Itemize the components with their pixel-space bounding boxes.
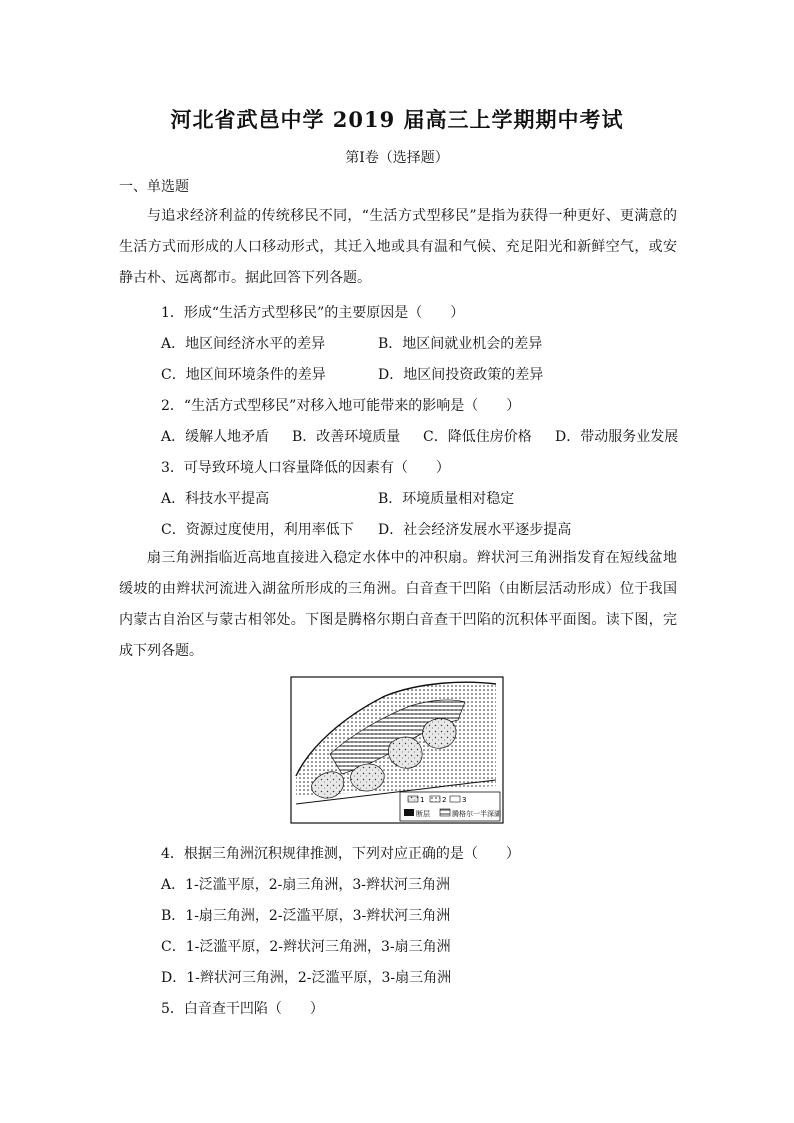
legend-label-3: 3 [462, 796, 467, 804]
legend-label-shore: 腾格尔一半深湖 [452, 810, 501, 818]
question-1-option-c: C．地区间环境条件的差异 [161, 367, 326, 383]
legend-label-1: 1 [420, 796, 425, 804]
section-heading: 一、单选题 [119, 179, 189, 195]
question-3-option-b: B．环境质量相对稳定 [378, 491, 515, 507]
legend-label-2: 2 [442, 796, 447, 804]
question-4-option-b: B．1-扇三角洲，2-泛滥平原，3-辫状河三角洲 [161, 908, 451, 924]
legend-swatch-shore [440, 809, 450, 816]
passage-delta: 扇三角洲指临近高地直接进入稳定水体中的冲积扇。辫状河三角洲指发育在短线盆地缓坡的由辫状河流进入湖盆所形成的三角洲。白音查干凹陷（由断层活动形成）位于我国内蒙古自治区与蒙古相邻处。下图是腾格尔期白音查干凹陷的沉积体平面图。读下图，完成下列各题。 [119, 550, 677, 659]
question-1-option-a: A．地区间经济水平的差异 [161, 336, 326, 352]
delta-lobe-4 [423, 718, 456, 748]
question-2-stem: 2．“生活方式型移民”对移入地可能带来的影响是（ ） [161, 398, 521, 414]
question-2-option-d: D．带动服务业发展 [555, 429, 679, 445]
question-2-option-c: C．降低住房价格 [423, 429, 532, 445]
question-2-option-a: A．缓解人地矛盾 [161, 429, 270, 445]
question-1-option-d: D．地区间投资政策的差异 [378, 367, 544, 383]
question-4-stem: 4．根据三角洲沉积规律推测，下列对应正确的是（ ） [161, 846, 520, 862]
question-3-option-a: A．科技水平提高 [161, 491, 270, 507]
legend-swatch-fault [404, 809, 414, 816]
question-3-option-c: C．资源过度使用，利用率低下 [161, 522, 354, 538]
question-1-stem: 1．形成“生活方式型移民”的主要原因是（ ） [161, 305, 465, 321]
page-title: 河北省武邑中学 2019 届高三上学期期中考试 [170, 107, 624, 132]
question-1-option-b: B．地区间就业机会的差异 [378, 336, 543, 352]
legend-swatch-3 [450, 796, 460, 802]
legend-label-fault: 断层 [416, 810, 430, 818]
legend-swatch-2 [430, 796, 440, 802]
question-4-option-c: C．1-泛滥平原，2-辫状河三角洲，3-扇三角洲 [161, 939, 451, 955]
legend-swatch-1 [408, 796, 418, 802]
question-3-option-d: D．社会经济发展水平逐步提高 [378, 522, 572, 538]
page-subtitle: 第Ⅰ卷（选择题） [345, 150, 449, 166]
question-5-stem: 5．白音查干凹陷（ ） [161, 1001, 324, 1017]
question-4-option-d: D．1-辫状河三角洲，2-泛滥平原，3-扇三角洲 [161, 970, 452, 986]
question-2-option-b: B．改善环境质量 [292, 429, 401, 445]
sediment-map-figure [290, 676, 504, 824]
passage-migration: 与追求经济利益的传统移民不同，“生活方式型移民”是指为获得一种更好、更满意的生活方式而形成的人口移动形式，其迁入地或具有温和气候、充足阳光和新鲜空气，或安静古朴、远离都市。据此回答下列各题。 [119, 208, 677, 286]
question-4-option-a: A．1-泛滥平原，2-扇三角洲，3-辫状河三角洲 [161, 877, 451, 893]
question-3-stem: 3．可导致环境人口容量降低的因素有（ ） [161, 460, 450, 476]
